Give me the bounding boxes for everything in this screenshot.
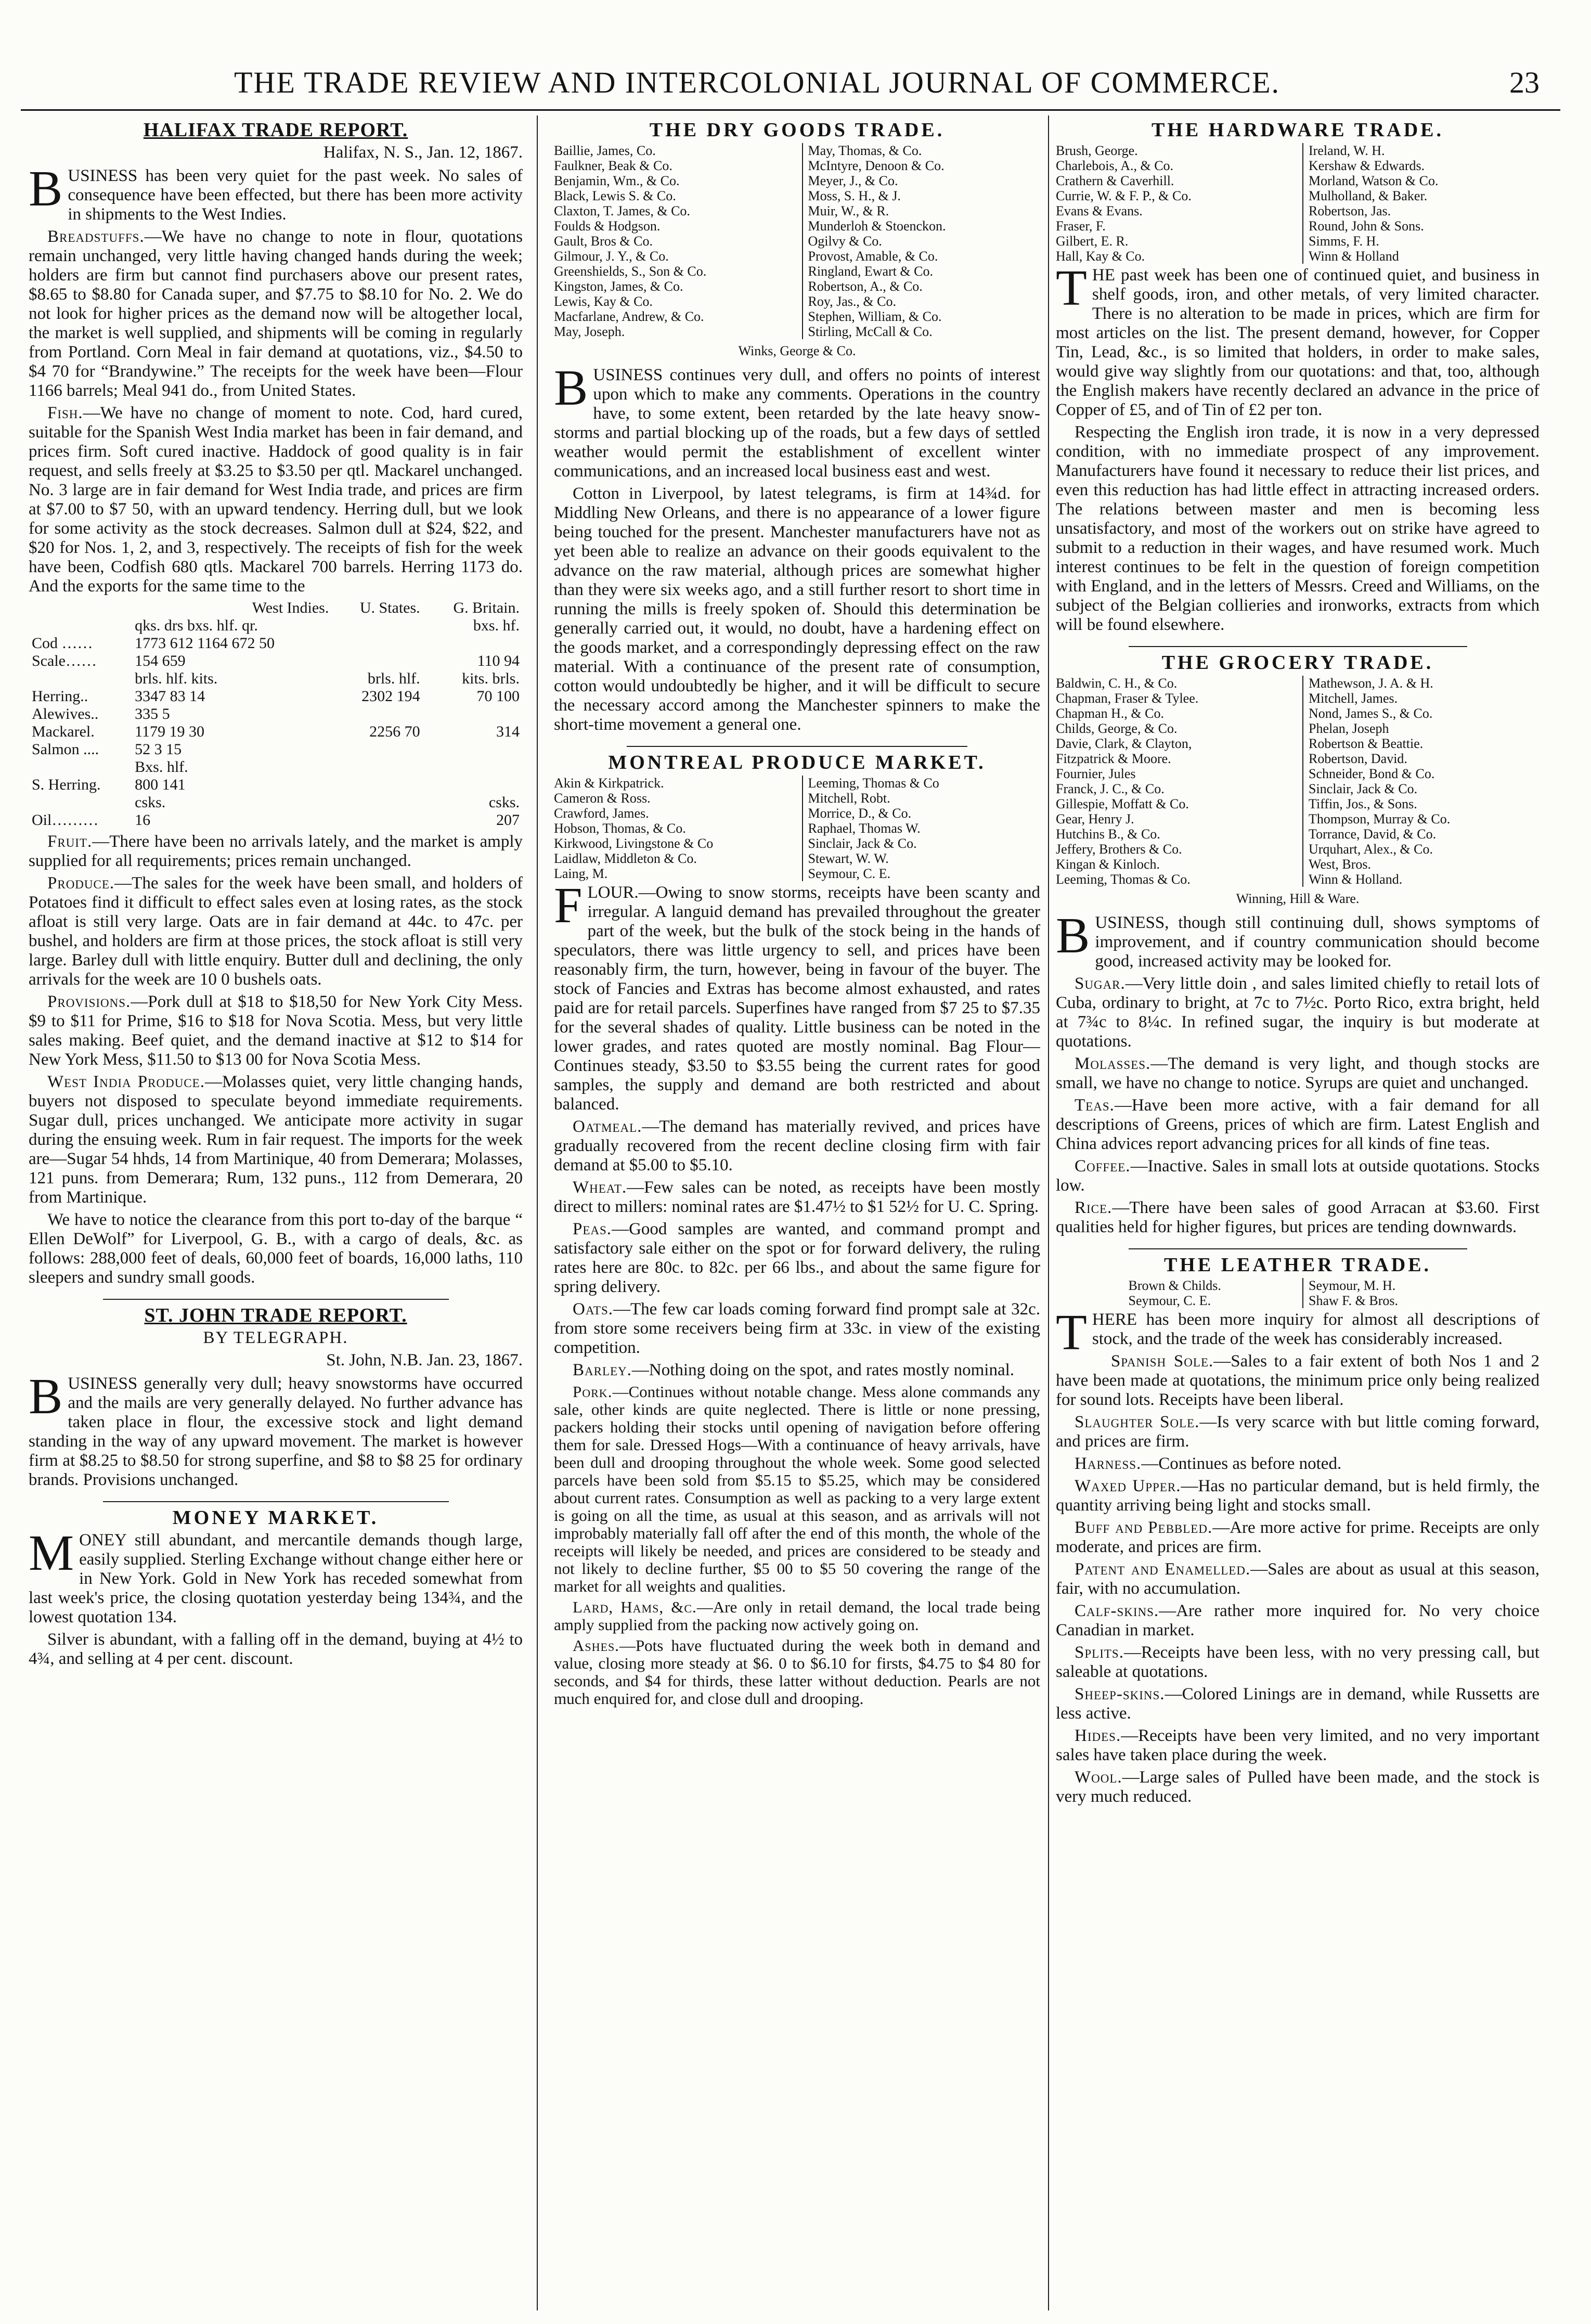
grocery-firm-list (1056, 676, 1540, 887)
drop-cap: F (554, 877, 583, 934)
montreal-oats: Oats.—The few car loads coming forward find prompt sale at 32c. from store some receivers being firm at 33c. in view of the existing competition. (554, 1300, 1040, 1357)
grocery-rice: Rice.—There have been sales of good Arracan at $3.60. First qualities held for higher figures, but prices are tending downwards. (1056, 1198, 1540, 1236)
halifax-produce: Produce.—The sales for the week have been small, and holders of Potatoes find it difficult to effect sales even at losing rates, as the stock afloat is still very large. Oats are in fair demand at 44c. to 47c. per bushel, and holders are firm at those prices, the stock afloat is still very large. Barley dull with little enquiry. Butter dull and declining, the only arrivals for the week are 10 0 bushels oats. (29, 874, 523, 989)
leather-waxed-upper: Waxed Upper.—Has no particular demand, but is held firmly, the quantity arriving being light and stocks small. (1056, 1477, 1540, 1515)
stjohn-dateline: St. John, N.B. Jan. 23, 1867. (326, 1351, 523, 1370)
page-number: 23 (1509, 66, 1540, 99)
hardware-iron-trade: Respecting the English iron trade, it is now in a very depressed condition, with no immediate prospect of any improvement. Manufacturers have found it necessary to reduce their list prices, and even this reduction has had little effect in attracting increased orders. The relations between master and men is becoming less unsatisfactory, and most of the workers out on strike have agreed to submit to a reduction in their wages, and have resumed work. Much interest continues to be felt in the question of foreign competition with England, and in the letters of Messrs. Creed and Williams, on the subject of the Belgian collieries and ironworks, extracts from which will be found elsewhere. (1056, 423, 1540, 634)
halifax-clearance: We have to notice the clearance from this port to-day of the barque “ Ellen DeWolf” for Liverpool, G. B., with a cargo of deals, &c. as follows: 288,000 feet of deals, 60,000 feet of boards, 16,000 laths, 110 sleepers and sundry small goods. (29, 1210, 523, 1287)
header-rule (21, 109, 1560, 111)
column-right (1056, 119, 1540, 2314)
firm-column-right: Seymour, M. H. Shaw F. & Bros. (1302, 1278, 1467, 1308)
money-report: MONEY still abundant, and mercantile demands though large, easily supplied. Sterling Exchange without change either here or in New York. Gold in New York has receded somewhat from last week's price, the closing quotation yesterday being 134¾, and the lowest quotation 134. (29, 1525, 523, 1626)
leather-buff-pebbled: Buff and Pebbled.—Are more active for prime. Receipts are only moderate, and prices are firm. (1056, 1518, 1540, 1556)
exports-table (29, 599, 523, 829)
montreal-pork: Pork.—Continues without notable change. Mess alone commands any sale, other kinds are quite neglected. There is little or none pressing, packers holding their stocks until opening of navigation before offering them for sale. Dressed Hogs—With a continuance of heavy arrivals, have been dull and drooping throughout the whole week. Some good selected parcels have been sold from $5.15 to $5.25, which may be considered about current rates. Consumption as well as packing to a very large extent is going on all the time, as usual at this season, and as arrivals will not improbably materially fall off after the end of this month, the whole of the receipts will likely be needed, and prices are considered to be steady and not likely to decline further, $5 00 to $5 50 covering the range of the market for all weights and qualities. (554, 1383, 1040, 1595)
montreal-firm-list (554, 776, 1040, 881)
journal-title: THE TRADE REVIEW AND INTERCOLONIAL JOURNAL OF COMMERCE. (234, 66, 1280, 99)
table-row: S. Herring. 800 141 (32, 776, 186, 793)
stjohn-heading: ST. JOHN TRADE REPORT. (144, 1305, 407, 1326)
halifax-fruit: Fruit.—There have been no arrivals lately, and the market is amply supplied for all requirements; prices remain unchanged. (29, 832, 523, 870)
table-row: csks. csks. (135, 794, 520, 811)
drop-cap: B (29, 1368, 63, 1425)
leather-heading: THE LEATHER TRADE. (1163, 1254, 1432, 1276)
firm-column-left: Brush, George. Charlebois, A., & Co. Crathern & Caverhill. Currie, W. & F. P., & Co. Evans & Evans. Fraser, F. Gilbert, E. R. Hall, Kay & Co. (1056, 143, 1192, 264)
drygoods-heading: THE DRY GOODS TRADE. (649, 119, 945, 141)
section-divider (1129, 646, 1467, 647)
drygoods-firm-list (554, 143, 1040, 339)
montreal-wheat: Wheat.—Few sales can be noted, as receipts have been mostly direct to millers: nominal rates are $1.47½ to $1 52½ for U. C. Spring. (554, 1178, 1040, 1216)
leather-patent: Patent and Enamelled.—Sales are about as usual at this season, fair, with no accumulation. (1056, 1560, 1540, 1598)
drop-cap: B (554, 360, 588, 416)
firm-column-right: May, Thomas, & Co. McIntyre, Denoon & Co. Meyer, J., & Co. Moss, S. H., & J. Muir, W., & R. Munderloh & Stoenckon. Ogilvy & Co. Provost, Amable, & Co. Ringland, Ewart & Co. Robertson, A., & Co. Roy, Jas., & Co. Stephen, William, & Co. Stirling, McCall & Co. (802, 143, 1041, 339)
column-divider (1048, 115, 1049, 2310)
leather-splits: Splits.—Receipts have been less, with no very pressing call, but saleable at quotations. (1056, 1643, 1540, 1681)
leather-spanish-sole: Spanish Sole.—Sales to a fair extent of both Nos 1 and 2 have been made at quotations, the minimum price only being realized for sound lots. Receipts have been liberal. (1056, 1352, 1540, 1409)
drygoods-cotton: Cotton in Liverpool, by latest telegrams, is firm at 14¾d. for Middling New Orleans, and there is no appearance of a lower figure being touched for the present. Manchester manufacturers have not as yet been able to realize an advance on their goods equivalent to the advance on the raw material, although prices are somewhat higher than they were six weeks ago, and a still further resort to short time in running the mills is freely spoken of. Should this determination be generally carried out, it would, no doubt, have a hardening effect on the goods market, and a correspondingly depressing effect on the raw material. With a continuance of the present rate of consumption, cotton would undoubtedly be higher, and it will be difficult to secure the necessary accord among the Manchester spinners to make the short-time movement a general one. (554, 484, 1040, 734)
hardware-report: THE past week has been one of continued quiet, and business in shelf goods, iron, and other metals, of very limited character. There is no alteration to be made in prices, which are firm for most articles on the list. The present demand, however, for Copper Tin, Lead, &c., is so limited that holders, in order to make sales, would give way slightly from our quotations: and that, too, although the English makers have recently declared an advance in the price of Copper of £5, and of Tin of £2 per ton. (1056, 260, 1540, 419)
grocery-molasses: Molasses.—The demand is very light, and though stocks are small, we have no change to notice. Syrups are quiet and unchanged. (1056, 1054, 1540, 1092)
halifax-fish: Fish.—We have no change of moment to note. Cod, hard cured, suitable for the Spanish West India market has been in fair demand, and prices firm. Soft cured inactive. Haddock of good quality is in fair request, and sells freely at $3.25 to $3.50 per qtl. Mackarel unchanged. No. 3 large are in fair demand for West India trade, and prices are firm at $7.00 to $7 50, with an upward tendency. Herring dull, but we look for some activity as the stock decreases. Salmon dull at $24, $22, and $20 for Nos. 1, 2, and 3, respectively. The receipts of fish for the week have been, Codfish 680 qtls. Mackarel 700 barrels. Herring 1173 do. And the exports for the same time to the (29, 404, 523, 596)
halifax-heading: HALIFAX TRADE REPORT. (143, 119, 408, 141)
masthead (36, 60, 1540, 112)
drop-cap: M (29, 1525, 74, 1581)
table-row: Bxs. hlf. (135, 758, 188, 776)
drop-cap: B (1056, 908, 1090, 964)
drop-cap: T (1056, 260, 1087, 316)
table-row: Cod …… 1773 612 1164 672 50 (32, 635, 275, 652)
montreal-oatmeal: Oatmeal.—The demand has materially revived, and prices have gradually recovered from the recent decline closing firm with fair demand at $5.00 to $5.10. (554, 1117, 1040, 1174)
hardware-heading: THE HARDWARE TRADE. (1152, 119, 1444, 141)
drop-cap: B (29, 161, 63, 217)
halifax-dateline: Halifax, N. S., Jan. 12, 1867. (323, 143, 523, 162)
column-divider (537, 115, 538, 2310)
leather-wool: Wool.—Large sales of Pulled have been made, and the stock is very much reduced. (1056, 1768, 1540, 1806)
drop-cap: T (1056, 1305, 1087, 1361)
money-heading: MONEY MARKET. (172, 1507, 379, 1529)
leather-slaughter-sole: Slaughter Sole.—Is very scarce with but little coming forward, and prices are firm. (1056, 1413, 1540, 1451)
montreal-heading: MONTREAL PRODUCE MARKET. (608, 752, 986, 773)
table-row: Salmon .... 52 3 15 (32, 741, 182, 758)
money-silver: Silver is abundant, with a falling off in the demand, buying at 4½ to 4¾, and selling at 4 per cent. discount. (29, 1630, 523, 1668)
stjohn-report: BUSINESS generally very dull; heavy snowstorms have occurred and the mails are very generally delayed. No further advance has taken place in flour, the excessive stock and light demand standing in the way of any upward movement. The market is however firm at $8.25 to $8.50 for strong superfine, and $8 to $8 25 for ordinary brands. Provisions unchanged. (29, 1368, 523, 1489)
table-row: brls. hlf. kits. brls. hlf. kits. brls. (135, 670, 520, 687)
table-row: Herring.. 3347 83 14 2302 194 70 100 (32, 688, 520, 705)
table-row: Scale…… 154 659 110 94 (32, 652, 520, 669)
halifax-breadstuffs: Breadstuffs.—We have no change to note in flour, quotations remain unchanged, very little having changed hands during the week; holders are firm but cannot find purchasers above our present rates, $8.65 to $8.80 for Canada super, and $7.75 to $8.10 for No. 2. We do not look for higher prices as the demand now will be altogether local, the market is well supplied, and shipments will be coming in regularly from Portland. Corn Meal in fair demand at quotations, viz., $4.50 to $4 70 for “Brandywine.” The receipts for the week have been—Flour 1166 barrels; Meal 941 do., from United States. (29, 227, 523, 400)
grocery-report: BUSINESS, though still continuing dull, shows symptoms of improvement, and if country communication should become good, increased activity may be looked for. (1056, 908, 1540, 971)
hardware-firm-list (1056, 143, 1540, 264)
montreal-flour: FLOUR.—Owing to snow storms, receipts have been scanty and irregular. A languid demand has prevailed throughout the greater part of the week, but the bulk of the stock being in the hands of speculators, there was little urgency to sell, and prices have been reasonably firm, the turn, however, being in favour of the buyer. The stock of Fancies and Extras has become almost exhausted, and rates paid are for retail parcels. Superfines have ranged from $7 25 to $7.35 for the several shades of quality. Little business can be noted in the lower grades, and rates quoted are mostly nominal. Bag Flour—Continues steady, $3.50 to $3.55 being the current rates for good samples, the supply and demand are both restricted and about balanced. (554, 877, 1040, 1114)
halifax-provisions: Provisions.—Pork dull at $18 to $18,50 for New York City Mess. $9 to $11 for Prime, $16 to $18 for Nova Scotia. Mess, but very little sales making. Beef quiet, and the demand inactive at $12 to $14 for New York Mess, $11.50 to $13 00 for Nova Scotia Mess. (29, 992, 523, 1069)
firm-list-closing: Winks, George & Co. (738, 343, 856, 358)
montreal-barley: Barley.—Nothing doing on the spot, and rates mostly nominal. (573, 1361, 1015, 1379)
grocery-teas: Teas.—Have been more active, with a fair demand for all descriptions of Greens, prices of which are firm. Latest English and China advices report advancing prices for all kinds of fine teas. (1056, 1096, 1540, 1153)
firm-column-right: Leeming, Thomas & Co Mitchell, Robt. Morrice, D., & Co. Raphael, Thomas W. Sinclair, Jack & Co. Stewart, W. W. Seymour, C. E. (802, 776, 1041, 881)
leather-sheep-skins: Sheep-skins.—Colored Linings are in demand, while Russetts are less active. (1056, 1685, 1540, 1723)
firm-list-closing: Winning, Hill & Ware. (1236, 891, 1360, 906)
firm-column-left: Baldwin, C. H., & Co. Chapman, Fraser & Tylee. Chapman H., & Co. Childs, George, & Co. Davie, Clark, & Clayton, Fitzpatrick & Moore. Fournier, Jules Franck, J. C., & Co. Gillespie, Moffatt & Co. Gear, Henry J. Hutchins B., & Co. Jeffery, Brothers & Co. Kingan & Kinloch. Leeming, Thomas & Co. (1056, 676, 1199, 887)
table-row: qks. drs bxs. hlf. qr. bxs. hf. (135, 617, 520, 634)
table-row: Alewives.. 335 5 (32, 705, 170, 722)
leather-hides: Hides.—Receipts have been very limited, and no very important sales have taken place during the week. (1056, 1726, 1540, 1764)
leather-calf-skins: Calf-skins.—Are rather more inquired for. No very choice Canadian in market. (1056, 1602, 1540, 1639)
montreal-peas: Peas.—Good samples are wanted, and command prompt and satisfactory sale either on the spot or for forward delivery, the ruling rates here are 80c. to 82c. per 66 lbs., and about the same figure for spring delivery. (554, 1220, 1040, 1296)
halifax-intro: BUSINESS has been very quiet for the past week. No sales of consequence have been effected, but there has been more activity in shipments to the West Indies. (29, 161, 523, 224)
leather-firm-list (1129, 1278, 1467, 1308)
firm-column-right: Ireland, W. H. Kershaw & Edwards. Morland, Watson & Co. Mulholland, & Baker. Robertson, Jas. Round, John & Sons. Simms, F. H. Winn & Holland (1302, 143, 1540, 264)
section-divider (1129, 1248, 1467, 1249)
montreal-lard: Lard, Hams, &c.—Are only in retail demand, the local trade being amply supplied from the packing now actively going on. (554, 1598, 1040, 1634)
leather-report: THERE has been more inquiry for almost all descriptions of stock, and the trade of the week has considerably increased. (1056, 1305, 1540, 1361)
section-divider (627, 746, 967, 747)
column-middle (554, 119, 1040, 2314)
montreal-ashes: Ashes.—Pots have fluctuated during the week both in demand and value, closing more steady at $6. 0 to $6.10 for firsts, $4.75 to $4 80 for seconds, and $4 for thirds, these latter without deduction. Pearls are not much enquired for, and close dull and drooping. (554, 1636, 1040, 1708)
halifax-west-india: West India Produce.—Molasses quiet, very little changing hands, buyers not disposed to speculate beyond immediate requirements. Sugar dull, prices unchanged. We anticipate more activity in sugar during the ensuing week. Rum in fair request. The imports for the week are—Sugar 54 hhds, 14 from Martinique, 40 from Demerara; Molasses, 121 puns. from Demerara; Rum, 132 puns., 112 from Demerara, 20 from Martinique. (29, 1073, 523, 1207)
table-row: Oil……… 16 207 (32, 811, 520, 829)
firm-column-left: Akin & Kirkpatrick. Cameron & Ross. Crawford, James. Hobson, Thomas, & Co. Kirkwood, Livingstone & Co Laidlaw, Middleton & Co. Laing, M. (554, 776, 714, 881)
stjohn-subtitle: BY TELEGRAPH. (203, 1328, 348, 1347)
drygoods-report: BUSINESS continues very dull, and offers no points of interest upon which to make any comments. Operations in the country have, to some extent, been retarded by the late heavy snow-storms and partial blocking up of the roads, but a few days of settled weather would permit the establishment of excellent winter communications, and an increased local business east and west. (554, 360, 1040, 481)
firm-column-left: Brown & Childs. Seymour, C. E. (1128, 1278, 1221, 1308)
section-divider (103, 1501, 449, 1502)
exports-header-row: West Indies. U. States. G. Britain. (252, 599, 520, 616)
table-row: Mackarel. 1179 19 30 2256 70 314 (32, 723, 520, 740)
grocery-sugar: Sugar.—Very little doin , and sales limited chiefly to retail lots of Cuba, ordinary to bright, at 7c to 7½c. Porto Rico, extra bright, held at 7¾c to 8¼c. In refined sugar, the inquiry is but moderate at quotations. (1056, 974, 1540, 1051)
firm-column-right: Mathewson, J. A. & H. Mitchell, James. Nond, James S., & Co. Phelan, Joseph Robertson & Beattie. Robertson, David. Schneider, Bond & Co. Sinclair, Jack & Co. Tiffin, Jos., & Sons. Thompson, Murray & Co. Torrance, David, & Co. Urquhart, Alex., & Co. West, Bros. Winn & Holland. (1302, 676, 1540, 887)
firm-column-left: Baillie, James, Co. Faulkner, Beak & Co. Benjamin, Wm., & Co. Black, Lewis S. & Co. Claxton, T. James, & Co. Foulds & Hodgson. Gault, Bros & Co. Gilmour, J. Y., & Co. Greenshields, S., Son & Co. Kingston, James, & Co. Lewis, Kay & Co. Macfarlane, Andrew, & Co. May, Joseph. (554, 143, 707, 339)
section-divider (103, 1299, 449, 1300)
leather-harness: Harness.—Continues as before noted. (1075, 1454, 1342, 1473)
column-left (29, 119, 523, 2314)
grocery-coffee: Coffee.—Inactive. Sales in small lots at outside quotations. Stocks low. (1056, 1157, 1540, 1195)
grocery-heading: THE GROCERY TRADE. (1161, 652, 1434, 674)
